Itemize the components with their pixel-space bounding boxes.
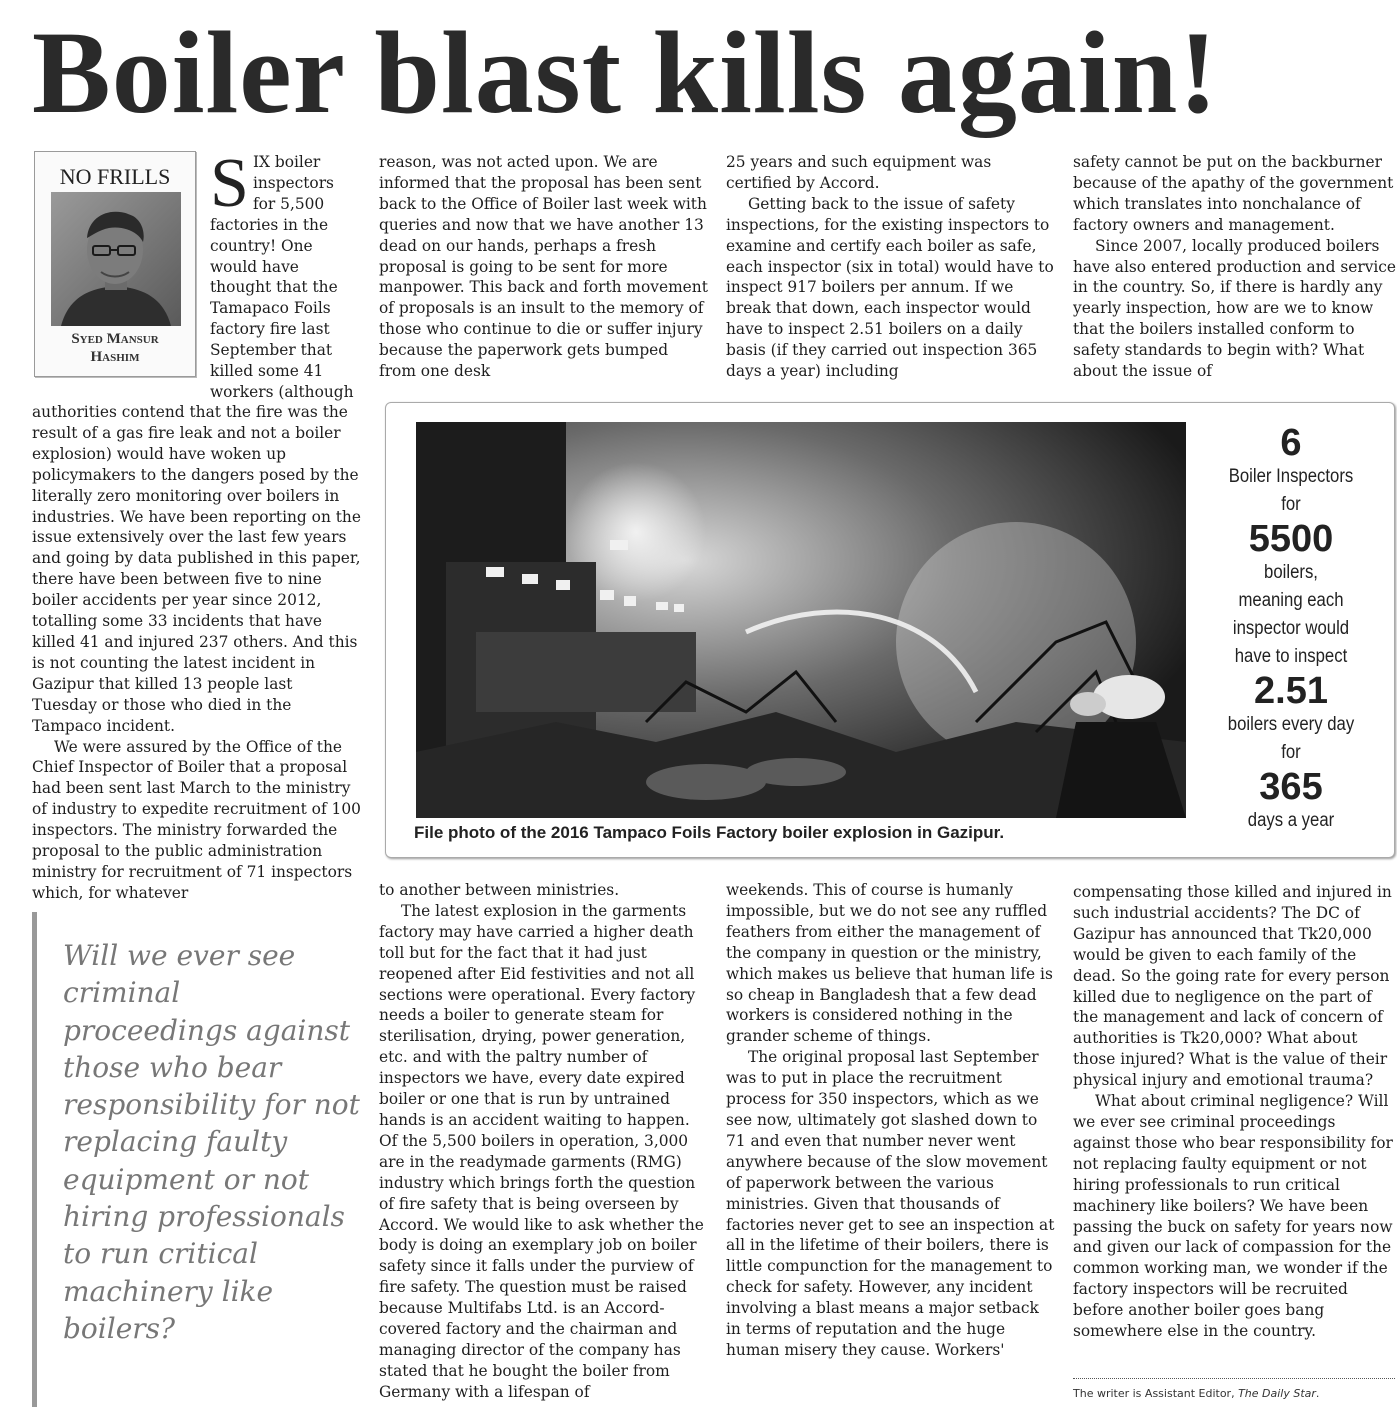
author-name: Syed Mansur Hashim [71, 331, 159, 365]
graphic-box [385, 402, 1395, 858]
article-col4-bottom: compensating those killed and injured in such industrial accidents? The DC of Gazipur has announced that Tk20,000 would be given to each family of the dead. So the going rate for every person killed due to negligence on the part of the management and lack of concern of authorities is Tk20,000? What about those injured? What is the value of their physical injury and emotional trauma? What about criminal negligence? Will we ever see criminal proceedings against those who bear responsibility for not replacing faulty equipment or not hiring professionals to run critical machinery like boilers? We have been passing the buck on safety for years now and given our lack of compassion for the common working man, we wonder if the factory inspectors will be recruited before another boiler goes bang somewhere else in the country. [1073, 883, 1393, 1341]
writer-credit: The writer is Assistant Editor, The Daily Star. [1073, 1387, 1320, 1400]
explosion-photo [416, 422, 1186, 818]
column-title: NO FRILLS [59, 164, 171, 189]
article-col3-top: 25 years and such equipment was certified by Accord. Getting back to the issue of safety inspections, for the existing inspectors to examine and certify each boiler as safe, each inspector (six in total) would have to inspect 917 boilers per annum. If we break that down, each inspector would have to inspect 2.51 boilers on a daily basis (if they carried out inspection 365 days a year) including [726, 153, 1054, 381]
headline: Boiler blast kills again! [32, 7, 1219, 138]
pull-quote-text: Will we ever see criminal proceedings against those who bear responsibility for not replacing faulty equipment or not hiring professionals to run critical machinery like boilers? [63, 939, 360, 1345]
pull-quote [32, 912, 360, 1407]
stats-panel: 6 Boiler Inspectors for 5500 boilers, meaning each inspector would have to inspect 2.51 boilers every day for 365 days a year [1206, 423, 1376, 835]
credit-divider [1073, 1378, 1395, 1379]
article-col2-bottom: to another between ministries. The latest explosion in the garments factory may have carried a higher death toll but for the fact that it had just reopened after Eid festivities and not all sections were operational. Every factory needs a boiler to generate steam for sterilisation, drying, power generation, etc. and with the paltry number of inspectors we have, every date expired boiler or one that is run by untrained hands is an accident waiting to happen. Of the 5,500 boilers in operation, 3,000 are in the readymade garments (RMG) industry which brings forth the question of fire safety that is being overseen by Accord. We would like to ask whether the body is doing an exemplary job on boiler safety since it falls under the purview of fire safety. The question must be raised because Multifabs Ltd. is an Accord-covered factory and the chairman and managing director of the company has stated that he bought the boiler from Germany with a lifespan of [379, 881, 704, 1401]
article-col1-body: authorities contend that the fire was the result of a gas fire leak and not a boiler explosion) would have woken up policymakers to the dangers posed by the literally zero monitoring over boilers in industries. We have been reporting on the issue extensively over the last few years and going by data published in this paper, there have been between five to nine boiler accidents per year since 2012, totalling some 33 incidents that have killed 41 and injured 237 others. And this is not counting the latest incident in Gazipur that killed 13 people last Tuesday or those who died in the Tampaco incident. We were assured by the Office of the Chief Inspector of Boiler that a proposal had been sent last March to the ministry of industry to expedite recruitment of 100 inspectors. The ministry forwarded the proposal to the public administration ministry for recruitment of 71 inspectors which, for whatever [32, 403, 361, 902]
stat-boilers: 5500 [1248, 518, 1334, 560]
byline-box [34, 151, 196, 377]
article-col4-top: safety cannot be put on the backburner because of the apathy of the government which translates into nonchalance of factory owners and management. Since 2007, locally produced boilers have also entered production and service in the country. So, if there is hardly any yearly inspection, how are we to know that the boilers installed conform to safety standards to begin with? What about the issue of [1073, 153, 1397, 381]
stat-days: 365 [1259, 766, 1323, 808]
article-col1-top: SIX boiler inspectors for 5,500 factories in the country! One would have thought that the Tamapaco Foils factory fire last September that killed some 41 workers (although [210, 145, 354, 401]
photo-caption: File photo of the 2016 Tampaco Foils Factory boiler explosion in Gazipur. [414, 823, 1005, 842]
stat-per-day: 2.51 [1254, 670, 1328, 712]
article-col3-bottom: weekends. This of course is humanly impossible, but we do not see any ruffled feathers from either the management of the company in question or the ministry, which makes us believe that human life is so cheap in Bangladesh that a few dead workers is considered nothing in the grander scheme of things. The original proposal last September was to put in place the recruitment process for 350 inspectors, which as we see now, ultimately got slashed down to 71 and even that number never went anywhere because of the slow movement of paperwork between the various ministries. Given that thousands of factories never get to see an inspection at all in the lifetime of their boilers, there is little compunction for the management to check for safety. However, any incident involving a blast means a major setback in terms of reputation and the huge human misery they cause. Workers' [726, 881, 1055, 1359]
stat-inspectors: 6 [1280, 422, 1302, 464]
drop-cap: S [210, 145, 249, 222]
article-col2-top: reason, was not acted upon. We are informed that the proposal has been sent back to the Office of Boiler last week with queries and now that we have another 13 dead on our hands, perhaps a fresh proposal is going to be sent for more manpower. This back and forth movement of proposals is an insult to the memory of those who continue to die or suffer injury because the paperwork gets bumped from one desk [379, 153, 708, 381]
author-portrait [51, 192, 181, 326]
